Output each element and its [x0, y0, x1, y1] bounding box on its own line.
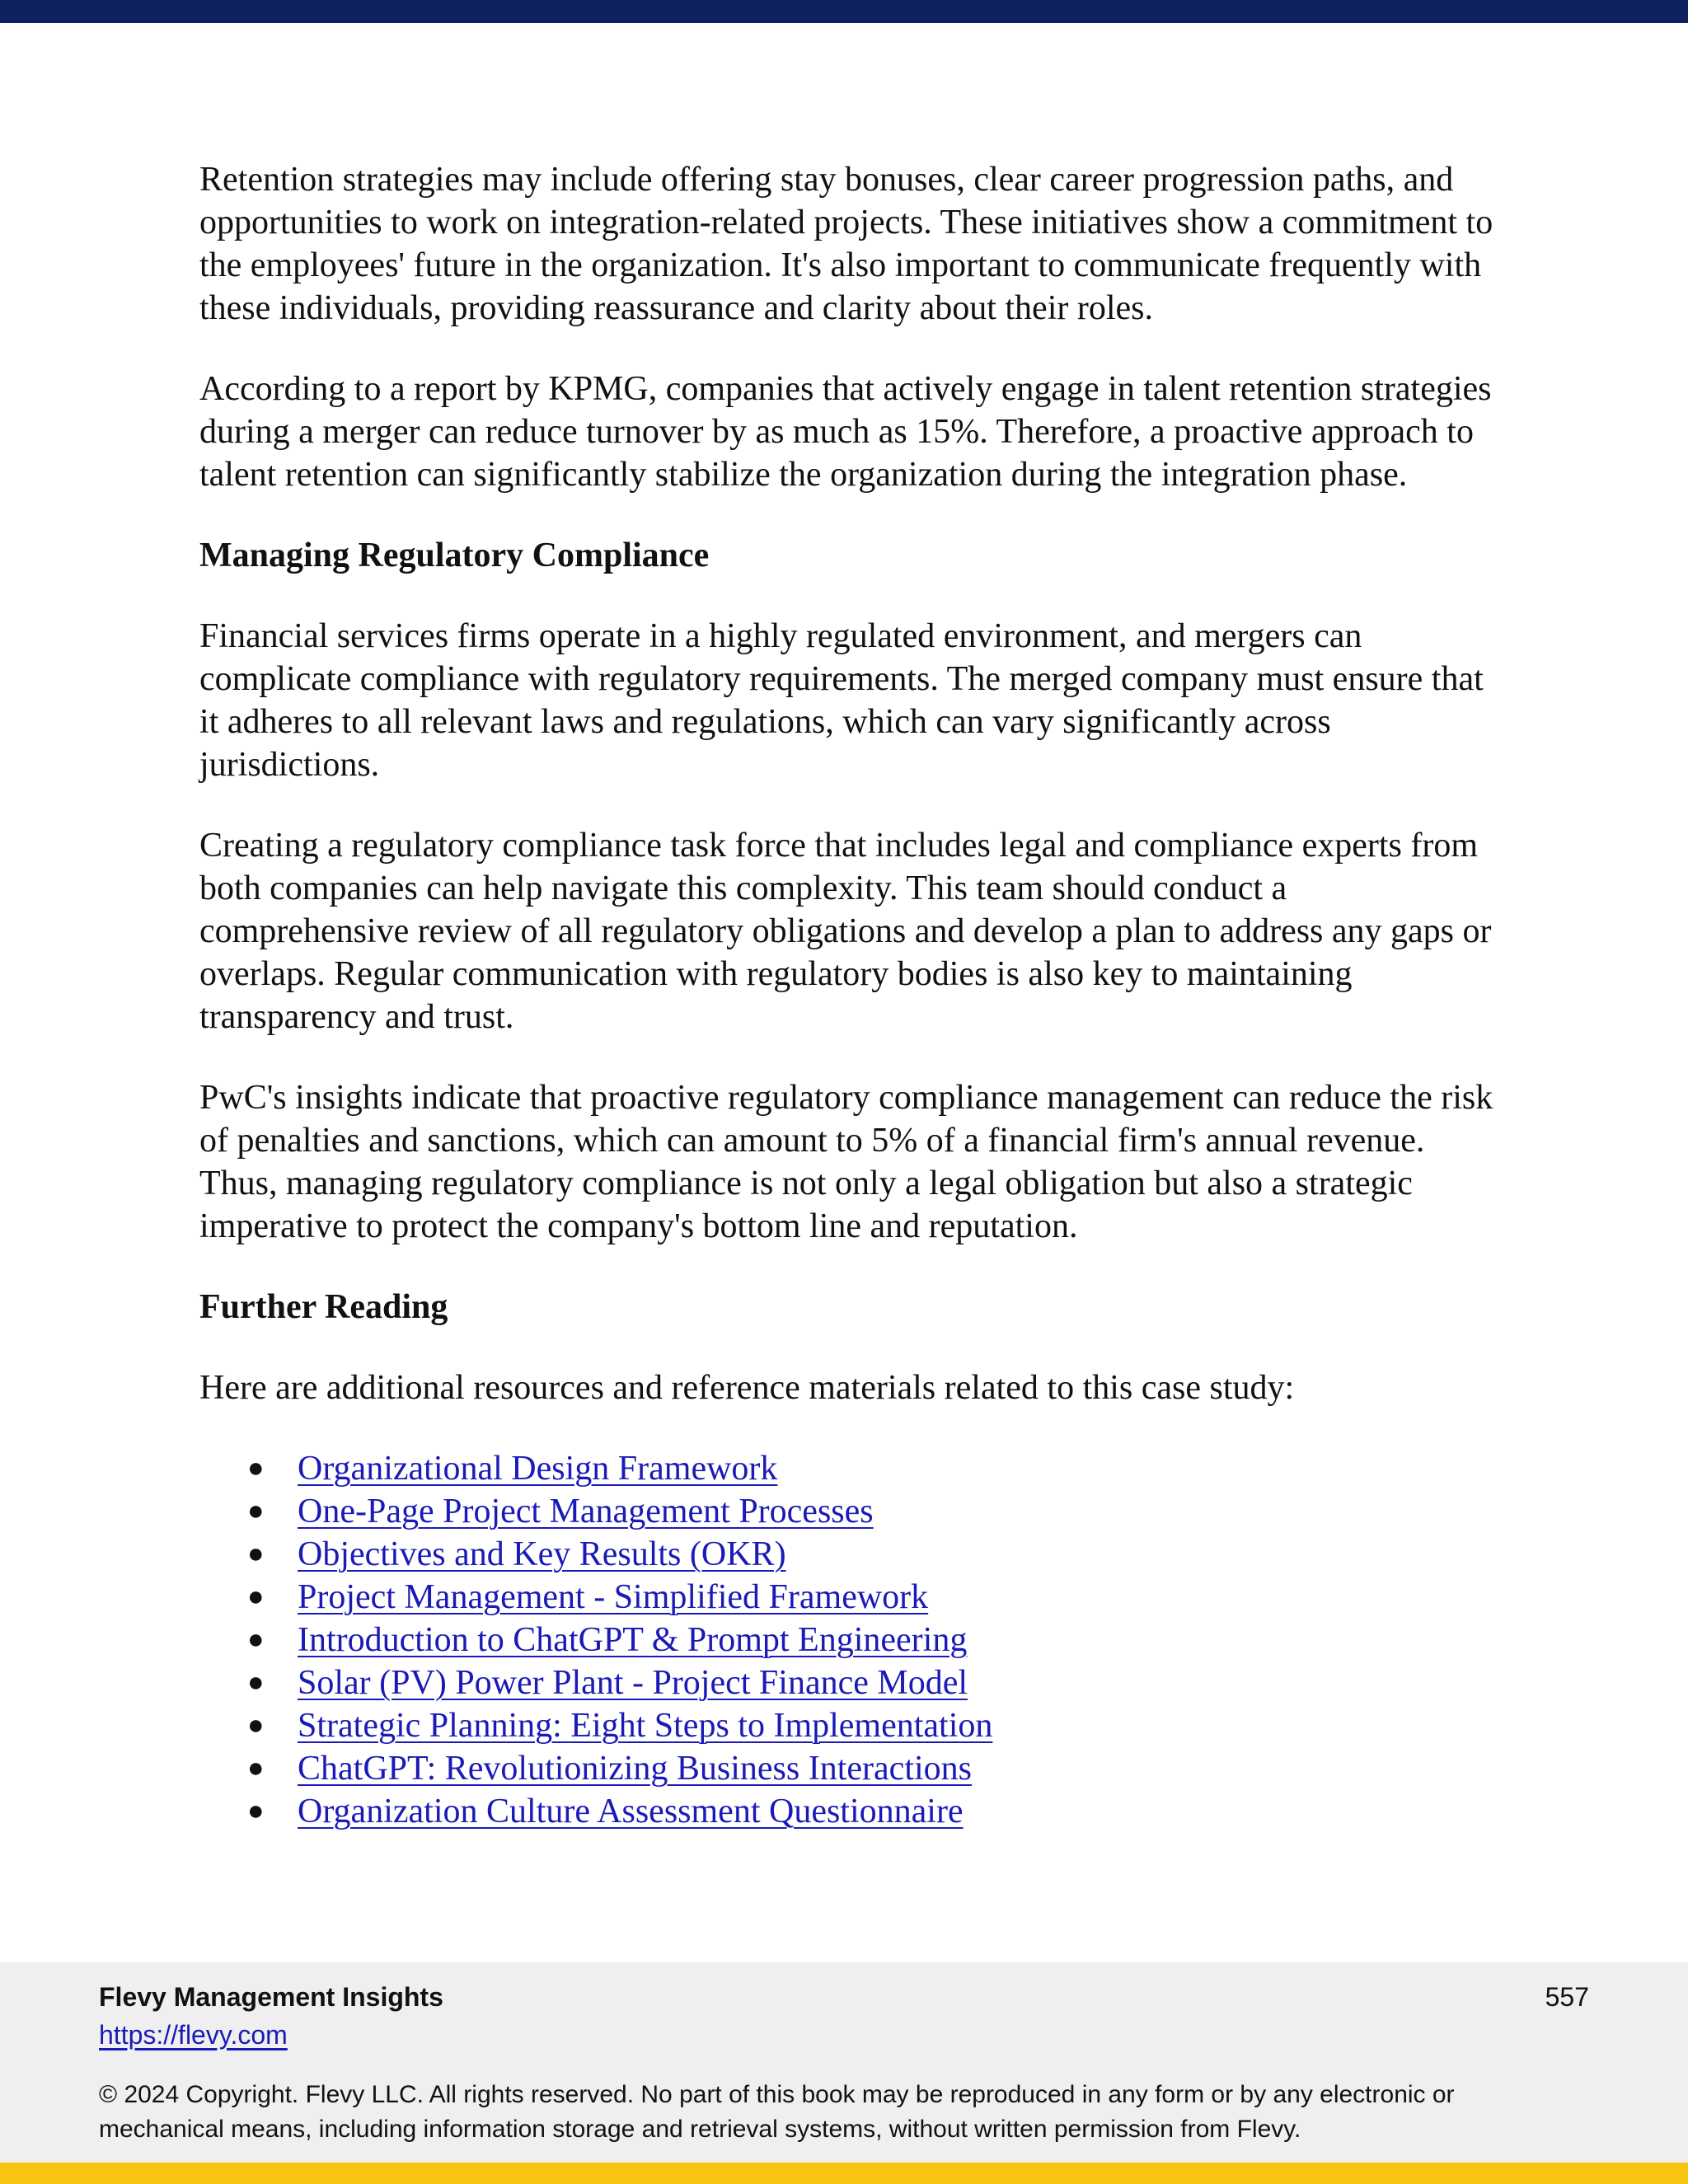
paragraph-pwc-insights: PwC's insights indicate that proactive regulatory compliance management can reduce the risk of penalties and sanctions, which can amount to 5% of a financial firm's annual revenue. Thus, managing regulatory compliance is not only a legal obligation but also a strategic imperative to protect the company's bottom line and reputation.: [199, 1079, 1493, 1245]
link-strategic-planning-eight-steps[interactable]: Strategic Planning: Eight Steps to Implementation: [298, 1707, 993, 1745]
link-okr[interactable]: Objectives and Key Results (OKR): [298, 1535, 786, 1573]
section-heading-further-reading: Further Reading: [199, 1288, 448, 1326]
link-project-management-simplified[interactable]: Project Management - Simplified Framework: [298, 1578, 929, 1616]
bullet-icon: ●: [247, 1796, 265, 1826]
list-item: [199, 1447, 1502, 1490]
bullet-icon: ●: [247, 1582, 265, 1612]
paragraph-compliance-task-force: Creating a regulatory compliance task force that includes legal and compliance experts from both companies can help navigate this complexity. This team should conduct a comprehensive review of all regulatory obligations and develop a plan to address any gaps or overlaps. Regular communication with regulatory bodies is also key to maintaining transparency and trust.: [199, 827, 1492, 1036]
document-body: [199, 158, 1502, 1833]
list-item: [199, 1619, 1502, 1661]
bullet-icon: ●: [247, 1539, 265, 1569]
list-item: [199, 1576, 1502, 1619]
link-culture-assessment-questionnaire[interactable]: Organization Culture Assessment Questionnaire: [298, 1793, 964, 1830]
paragraph-kpmg-report: According to a report by KPMG, companies that actively engage in talent retention strategies during a merger can reduce turnover by as much as 15%. Therefore, a proactive approach to talent retention can significantly stabilize the organization during the integration phase.: [199, 370, 1492, 494]
list-item: [199, 1704, 1502, 1747]
link-chatgpt-business-interactions[interactable]: ChatGPT: Revolutionizing Business Interactions: [298, 1750, 972, 1788]
bottom-accent-bar: [0, 2163, 1688, 2184]
paragraph-regulated-environment: Financial services firms operate in a highly regulated environment, and mergers can complicate compliance with regulatory requirements. The merged company must ensure that it adheres to all relevant laws and regulations, which can vary significantly across jurisdictions.: [199, 617, 1484, 784]
bullet-icon: ●: [247, 1453, 265, 1483]
section-heading-regulatory-compliance: Managing Regulatory Compliance: [199, 537, 710, 574]
page-footer: [0, 1962, 1688, 2163]
list-item: [199, 1747, 1502, 1790]
bullet-icon: ●: [247, 1710, 265, 1741]
further-reading-intro: Here are additional resources and reference materials related to this case study:: [199, 1369, 1295, 1407]
bullet-icon: ●: [247, 1624, 265, 1655]
bullet-icon: ●: [247, 1667, 265, 1698]
list-item: [199, 1490, 1502, 1533]
page-number: 557: [1545, 1982, 1589, 2012]
top-accent-bar: [0, 0, 1688, 23]
list-item: [199, 1790, 1502, 1833]
list-item: [199, 1661, 1502, 1704]
link-solar-pv-finance-model[interactable]: Solar (PV) Power Plant - Project Finance Model: [298, 1664, 968, 1702]
link-organizational-design-framework[interactable]: Organizational Design Framework: [298, 1450, 778, 1488]
link-chatgpt-prompt-engineering[interactable]: Introduction to ChatGPT & Prompt Engineering: [298, 1621, 968, 1659]
link-one-page-project-management[interactable]: One-Page Project Management Processes: [298, 1493, 874, 1530]
paragraph-retention-strategies: Retention strategies may include offering stay bonuses, clear career progression paths, and opportunities to work on integration-related projects. These initiatives show a commitment to the employees' future in the organization. It's also important to communicate frequently with these individuals, providing reassurance and clarity about their roles.: [199, 161, 1493, 327]
further-reading-list: [199, 1447, 1502, 1833]
bullet-icon: ●: [247, 1496, 265, 1526]
bullet-icon: ●: [247, 1753, 265, 1783]
copyright-notice: © 2024 Copyright. Flevy LLC. All rights reserved. No part of this book may be reproduced in any form or by any electronic or mechanical means, including information storage and retrieval systems, without written permission from Flevy.: [99, 2081, 1455, 2143]
footer-brand: Flevy Management Insights: [99, 1982, 443, 2012]
list-item: [199, 1533, 1502, 1576]
footer-url-link[interactable]: https://flevy.com: [99, 2020, 288, 2050]
